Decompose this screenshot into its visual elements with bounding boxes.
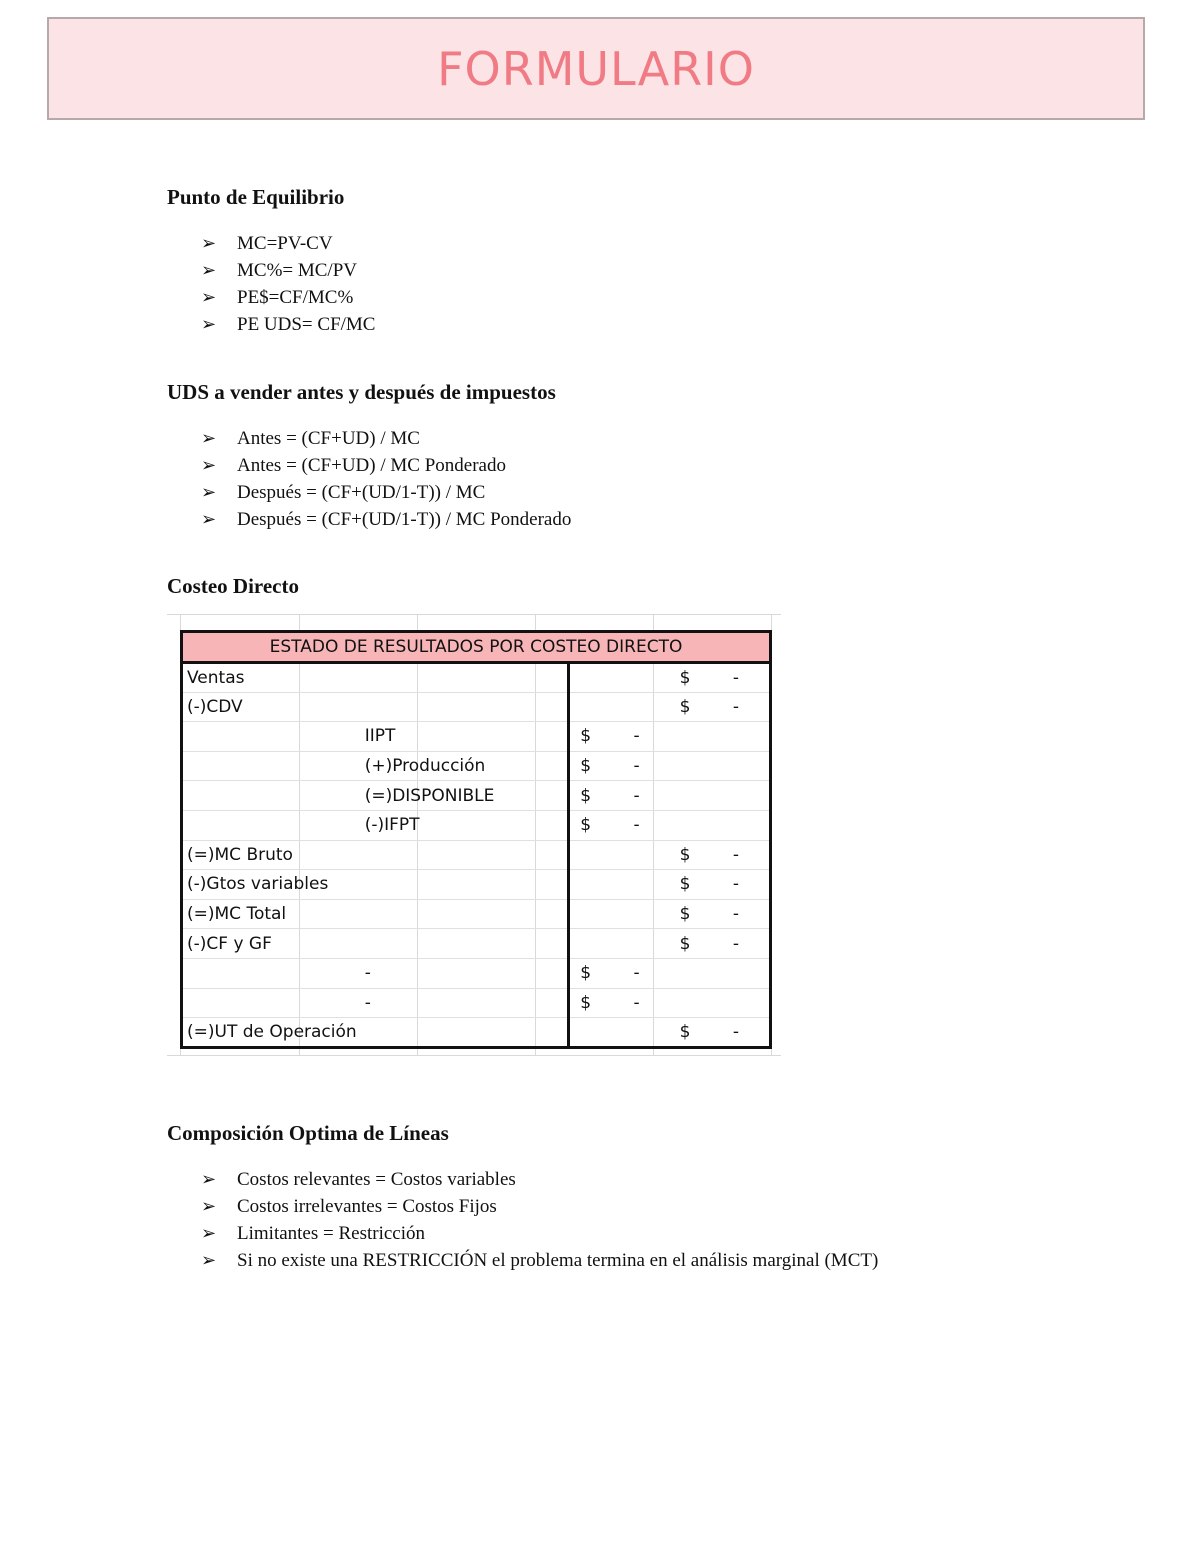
table-title: ESTADO DE RESULTADOS POR COSTEO DIRECTO xyxy=(182,632,771,663)
table-row: (=)MC Total $ - xyxy=(182,899,771,929)
list-item: ➢ MC=PV-CV xyxy=(201,230,375,257)
arrow-bullet-icon: ➢ xyxy=(201,1223,217,1244)
table-row: Ventas $ - xyxy=(182,663,771,693)
section-uds-impuestos xyxy=(167,380,571,533)
table-row: (+)Producción $ - xyxy=(182,751,771,781)
bullet-list xyxy=(201,1166,878,1274)
table-row: (=)DISPONIBLE $ - xyxy=(182,781,771,811)
table-row: - $ - xyxy=(182,988,771,1018)
section-heading: Punto de Equilibrio xyxy=(167,185,345,209)
list-item: ➢ PE$=CF/MC% xyxy=(201,284,375,311)
table-row: (=)UT de Operación $ - xyxy=(182,1018,771,1048)
section-costeo-directo xyxy=(167,574,299,599)
table-header-row xyxy=(182,632,771,663)
arrow-bullet-icon: ➢ xyxy=(201,287,217,308)
arrow-bullet-icon: ➢ xyxy=(201,1250,217,1271)
list-item: ➢ Si no existe una RESTRICCIÓN el problema termina en el análisis marginal (MCT) xyxy=(201,1247,878,1274)
list-item: ➢ Antes = (CF+UD) / MC Ponderado xyxy=(201,452,571,479)
list-item: ➢ PE UDS= CF/MC xyxy=(201,311,375,338)
table-row: - $ - xyxy=(182,958,771,988)
title-banner xyxy=(47,17,1145,120)
arrow-bullet-icon: ➢ xyxy=(201,428,217,449)
section-composicion-optima xyxy=(167,1121,878,1274)
arrow-bullet-icon: ➢ xyxy=(201,260,217,281)
arrow-bullet-icon: ➢ xyxy=(201,1196,217,1217)
list-item: ➢ Después = (CF+(UD/1-T)) / MC xyxy=(201,479,571,506)
bullet-list xyxy=(201,425,571,533)
table-row: (-)CF y GF $ - xyxy=(182,929,771,959)
estado-resultados-table xyxy=(180,630,772,1049)
list-item: ➢ Antes = (CF+UD) / MC xyxy=(201,425,571,452)
table-row: (-)Gtos variables $ - xyxy=(182,870,771,900)
arrow-bullet-icon: ➢ xyxy=(201,314,217,335)
arrow-bullet-icon: ➢ xyxy=(201,455,217,476)
arrow-bullet-icon: ➢ xyxy=(201,233,217,254)
table-row: (-)IFPT $ - xyxy=(182,810,771,840)
list-item: ➢ MC%= MC/PV xyxy=(201,257,375,284)
section-heading: UDS a vender antes y después de impuestos xyxy=(167,380,556,404)
list-item: ➢ Limitantes = Restricción xyxy=(201,1220,878,1247)
section-punto-equilibrio xyxy=(167,185,375,338)
section-heading: Costeo Directo xyxy=(167,574,299,598)
arrow-bullet-icon: ➢ xyxy=(201,509,217,530)
section-heading: Composición Optima de Líneas xyxy=(167,1121,449,1145)
page-title: FORMULARIO xyxy=(437,41,755,96)
list-item: ➢ Costos relevantes = Costos variables xyxy=(201,1166,878,1193)
bullet-list xyxy=(201,230,375,338)
table-row: IIPT $ - xyxy=(182,722,771,752)
list-item: ➢ Después = (CF+(UD/1-T)) / MC Ponderado xyxy=(201,506,571,533)
table-row: (-)CDV $ - xyxy=(182,692,771,722)
table-row: (=)MC Bruto $ - xyxy=(182,840,771,870)
arrow-bullet-icon: ➢ xyxy=(201,482,217,503)
list-item: ➢ Costos irrelevantes = Costos Fijos xyxy=(201,1193,878,1220)
arrow-bullet-icon: ➢ xyxy=(201,1169,217,1190)
